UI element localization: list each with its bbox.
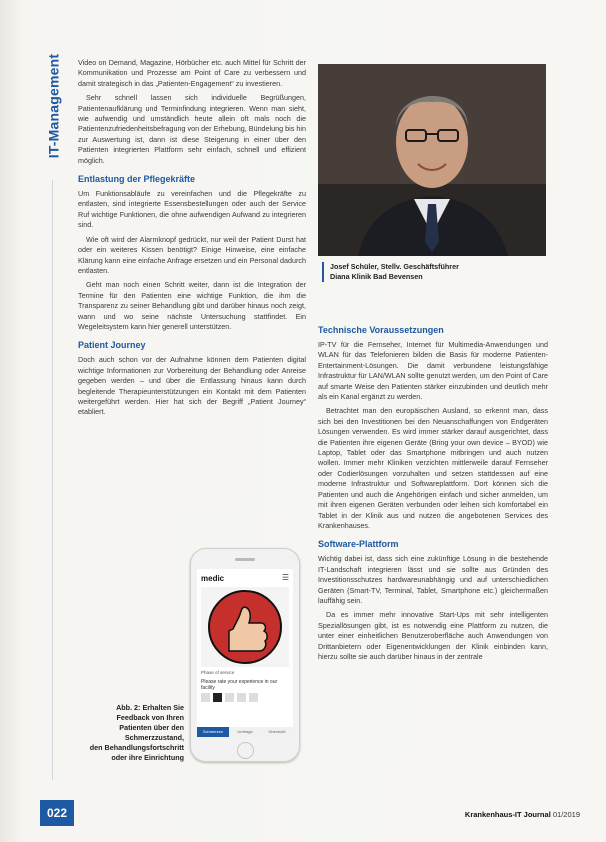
body-paragraph: Um Funktionsabläufe zu vereinfachen und die Pflegekräfte zu entlasten, sind integrierte Essensbestellungen oder auch der Service Ruf wichtige Funktionen, die ohne aufwendigen Aufwand zu integrieren sind.: [78, 189, 306, 230]
figure-caption-line: Abb. 2: Erhalten Sie: [116, 703, 184, 712]
figure-caption: [78, 703, 184, 763]
app-tab-bar: [197, 727, 293, 737]
body-paragraph: Doch auch schon vor der Aufnahme können dem Patienten digital wichtige Informationen zur Vorbereitung der Behandlung oder Anreise gegeben werden – und über die Entlassung hinaus kann durch begleitende Therapieunterstützungen ein Kontakt mit dem Patienten weitergeführt werden. Hier hat sich der Begriff „Patient Journey“ etabliert.: [78, 355, 306, 417]
journal-name: Krankenhaus-IT Journal: [464, 810, 551, 819]
figure-caption-line: Feedback von Ihren: [116, 713, 184, 722]
app-section-heading: Phase of service: [201, 670, 235, 675]
side-rule: [52, 180, 53, 780]
rating-option[interactable]: [237, 693, 246, 702]
app-tab[interactable]: Schmerzen: [197, 727, 229, 737]
intro-paragraph: Sehr schnell lassen sich individuelle Begrüßungen, Patientenaufklärung und Terminfindung integrieren. Wenn man sieht, wie aufwendig und umständlich heute allein oft mals noch die Patientenzufriedenheitsbefragung von der Erhebung, Bündelung bis hin zur Auswertung ist, dann ist diese Steigerung in einer über den Patienten integrierten Plattform sehr einfach, schnell und effizient möglich.: [78, 93, 306, 165]
smartphone-mockup: [190, 548, 300, 762]
speaker-grille: [235, 558, 255, 561]
figure-caption-line: oder ihre Einrichtung: [111, 753, 184, 762]
portrait-photo: [318, 64, 546, 256]
phone-screen: [197, 569, 293, 737]
rating-option[interactable]: [201, 693, 210, 702]
figure-caption-line: Schmerzzustand,: [124, 733, 184, 742]
body-paragraph: Betrachtet man den europäischen Ausland, so erkennt man, dass sich bei den Investitionen bei den Neuanschaffungen von Endgeräten Lösungen verwenden. Es wird immer stärker darauf ausgerichtet, dass die Patienten ihre eigenen Geräte (Bring your own device – BYOD) wie Laptop, Tablet oder das Smartphone mitbringen und auch nutzen wollen. Immer mehr Kliniken verzichten mittlerweile darauf Fernseher oder Codierlösungen vorzuhalten und setzen stattdessen auf eine moderne Infrastruktur und Softwareplattform. Dort können sich die Patienten und auch die Angehörigen einfach und sicher anmelden, um mit ihren eigenen Geräten verbunden oder leihen sich komfortabel ein Tablet in der Klinik aus und nutzen die angebotenen Services des Krankenhauses.: [318, 406, 548, 530]
section-heading-software-plattform: Software-Plattform: [318, 539, 399, 550]
portrait-illustration: [318, 64, 546, 256]
rating-option[interactable]: [225, 693, 234, 702]
body-paragraph: Geht man noch einen Schritt weiter, dann ist die Integration der Termine für den Patienten eine wichtige Funktion, die ihm die Transparenz zu seiner Behandlung gibt und darüber hinaus noch zeigt, wann und wo seine nächste Untersuchung stattfindet. Ein Wegeleitsystem kann hier generell unterstützen.: [78, 280, 306, 331]
body-paragraph: IP-TV für die Fernseher, Internet für Multimedia-Anwendungen und WLAN für das Telefonieren bilden die Basis für moderne Patienten-Entertainment-Lösungen. Die damit verbundene leistungsfähige Infrastruktur für LAN/WLAN sollte genutzt werden, um den Point of Care auf smarte Weise den Patienten stärker einzubinden und deutlich mehr als ein Kanal ergänzt zu werden.: [318, 340, 548, 402]
thumbs-up-illustration: [201, 587, 289, 667]
hamburger-menu-icon[interactable]: ☰: [281, 573, 289, 582]
rating-scale[interactable]: [201, 693, 258, 702]
journal-footer: [465, 810, 580, 819]
photo-caption: [322, 262, 550, 282]
body-paragraph: Wie oft wird der Alarmknopf gedrückt, nur weil der Patient Durst hat oder ein weiteres Kissen benötigt? Einige Hinweise, eine einfache Klärung kann eine einfache Anfrage ersetzen und ein Personal dadurch entlasten.: [78, 234, 306, 275]
left-column: [78, 58, 306, 422]
figure-caption-line: den Behandlungsfortschritt: [89, 743, 184, 752]
body-paragraph: Wichtig dabei ist, dass sich eine zukünftige Lösung in die bestehende IT-Landschaft integrieren lässt und sie sollte aus Gründen des Investitionsschutzes hardwareunabhängig und auf unterschiedlichen Geräten (Smart-TV, Terminal, Tablet, Smartphone etc.) gleichermaßen lauffähig sein.: [318, 554, 548, 605]
caption-name: Josef Schüler, Stellv. Geschäftsführer: [330, 262, 459, 271]
app-rating-question: Please rate your experience in our facility: [201, 679, 278, 691]
app-tab[interactable]: Umfrage: [229, 727, 261, 737]
rating-option[interactable]: [249, 693, 258, 702]
section-heading-pflegekraefte: Entlastung der Pflegekräfte: [78, 174, 196, 185]
caption-org: Diana Klinik Bad Bevensen: [330, 272, 423, 281]
figure-caption-line: Patienten über den: [119, 723, 184, 732]
section-label: IT-Management: [45, 53, 62, 159]
journal-issue: 01/2019: [552, 810, 580, 819]
section-heading-patient-journey: Patient Journey: [78, 340, 146, 351]
right-column: [318, 325, 548, 666]
app-logo: medic: [201, 574, 225, 583]
home-button: [237, 742, 254, 759]
app-tab[interactable]: Übersicht: [261, 727, 293, 737]
intro-paragraph: Video on Demand, Magazine, Hörbücher etc. auch Mittel für Schritt der Kommunikation und Prozesse am Point of Care zu verbessern und damit strategisch in das „Patienten-Engagement“ zu investieren.: [78, 58, 306, 88]
rating-option[interactable]: [213, 693, 222, 702]
page-number: 022: [40, 800, 74, 826]
section-heading-technische-voraussetzungen: Technische Voraussetzungen: [318, 325, 444, 335]
body-paragraph: Da es immer mehr innovative Start-Ups mit sehr intelligenten Speziallösungen gibt, ist es notwendig eine Plattform zu nutzen, die unter einer einheitlichen Benutzeroberfläche auch Anwendungen von Drittanbietern oder Eigenentwicklungen der Klinik einbinden kann, hierzu sollte sie auch darüber hinaus in der zentrale: [318, 610, 548, 661]
